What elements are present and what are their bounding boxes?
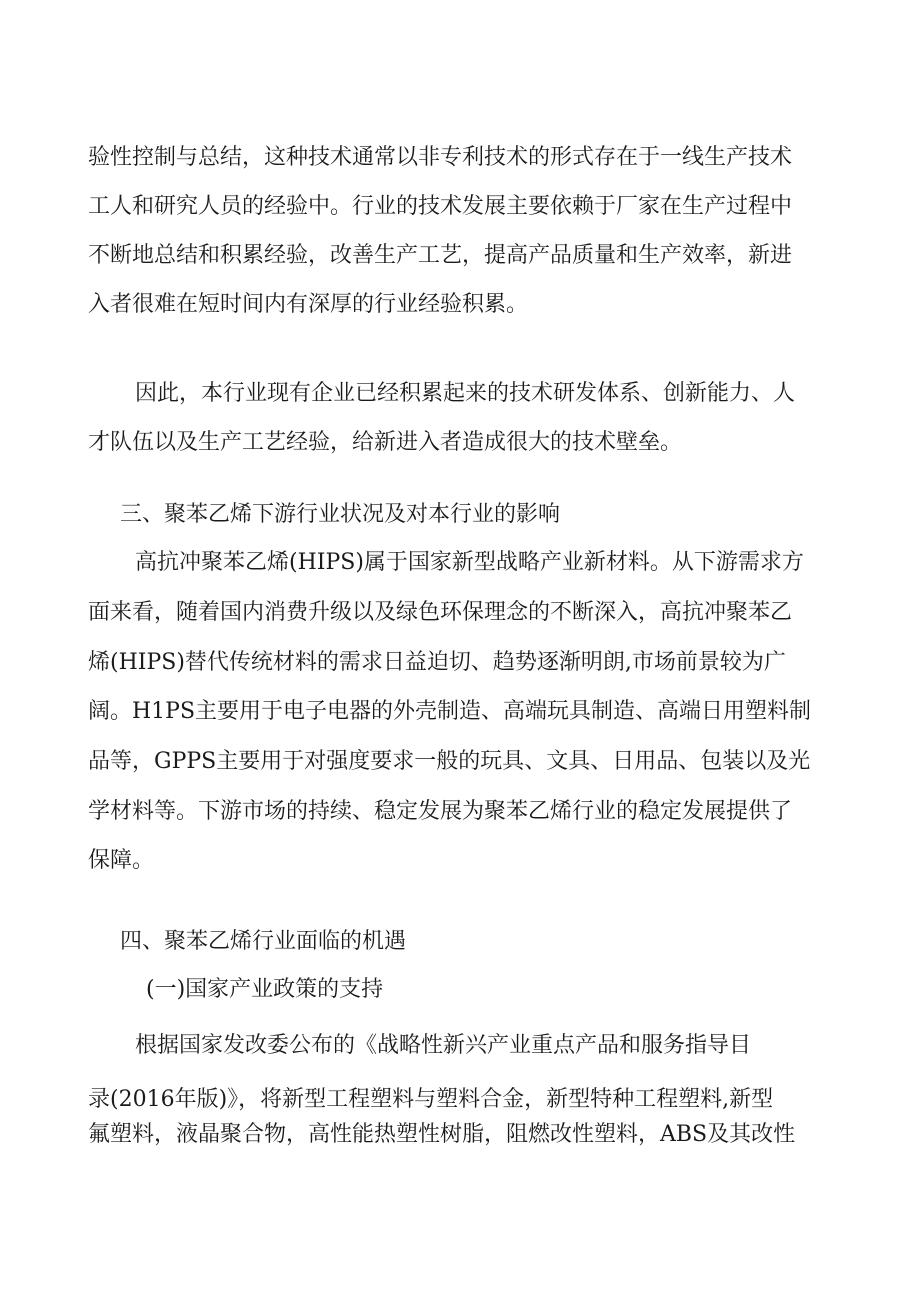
paragraph-line: 高抗冲聚苯乙烯(HIPS)属于国家新型战略产业新材料。从下游需求方 [135, 550, 804, 575]
paragraph-line: 才队伍以及生产工艺经验，给新进入者造成很大的技术壁垒。 [88, 430, 683, 455]
paragraph-line: 因此，本行业现有企业已经积累起来的技术研发体系、创新能力、人 [135, 381, 796, 406]
paragraph-line: 品等，GPPS主要用于对强度要求一般的玩具、文具、日用品、包装以及光 [88, 749, 811, 774]
paragraph-line: 阔。H1PS主要用于电子电器的外壳制造、高端玩具制造、高端日用塑料制 [88, 699, 812, 724]
paragraph-line: 学材料等。下游市场的持续、稳定发展为聚苯乙烯行业的稳定发展提供了 [88, 799, 793, 824]
paragraph-line: 不断地总结和积累经验，改善生产工艺，提高产品质量和生产效率，新进 [88, 243, 793, 268]
paragraph-line: 烯(HIPS)替代传统材料的需求日益迫切、趋势逐渐明朗,市场前景较为广 [88, 650, 786, 675]
section-heading: 四、聚苯乙烯行业面临的机遇 [120, 929, 407, 954]
paragraph-line: 保障。 [88, 848, 155, 873]
paragraph-line: 氟塑料，液晶聚合物，高性能热塑性树脂，阻燃改性塑料，ABS及其改性 [88, 1122, 796, 1147]
paragraph-line: 入者很难在短时间内有深厚的行业经验积累。 [88, 292, 529, 317]
paragraph-line: 录(2016年版)》，将新型工程塑料与塑料合金，新型特种工程塑料,新型 [88, 1087, 774, 1112]
section-heading: 三、聚苯乙烯下游行业状况及对本行业的影响 [120, 502, 561, 527]
paragraph-line: 面来看，随着国内消费升级以及绿色环保理念的不断深入，高抗冲聚苯乙 [88, 600, 793, 625]
subsection-heading: (一)国家产业政策的支持 [146, 977, 384, 1002]
paragraph-line: 根据国家发改委公布的《战略性新兴产业重点产品和服务指导目 [135, 1033, 752, 1058]
paragraph-line: 工人和研究人员的经验中。行业的技术发展主要依赖于厂家在生产过程中 [88, 194, 793, 219]
paragraph-line: 验性控制与总结，这种技术通常以非专利技术的形式存在于一线生产技术 [88, 145, 793, 170]
